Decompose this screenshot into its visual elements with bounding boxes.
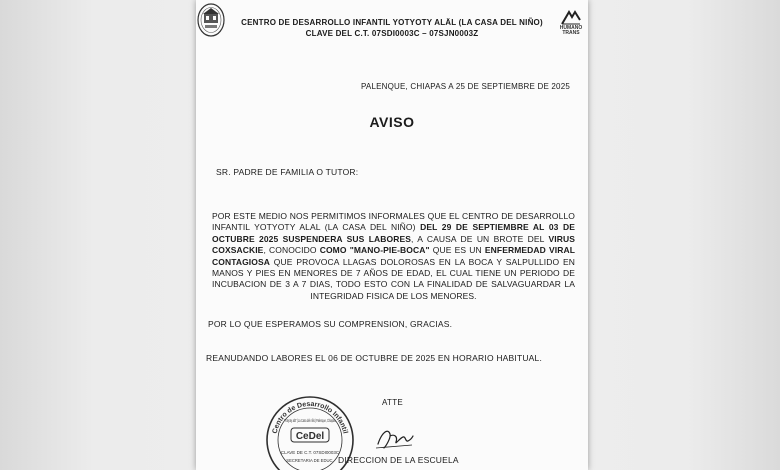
closing-line: POR LO QUE ESPERAMOS SU COMPRENSION, GRACIAS. — [208, 319, 453, 329]
logo-line2: TRANS — [562, 30, 580, 36]
body-text-3: , CONOCIDO — [263, 245, 320, 256]
school-logo-icon — [196, 2, 226, 38]
humano-trans-logo — [558, 8, 584, 48]
logo-line1: HUMANO — [559, 25, 583, 31]
body-text-1: POR ESTE MEDIO NOS PERMITIMOS INFORMALES QUE EL CENTRO DE DESARROLLO INFANTIL YOTYOTY ALAL (LA CASA DEL NIÑO) — [212, 211, 575, 233]
resume-date-line: REANUDANDO LABORES EL 06 DE OCTUBRE DE 2025 EN HORARIO HABITUAL. — [206, 353, 543, 363]
humano-trans-logo-icon — [558, 8, 584, 26]
stamp-bottom-text: CLAVE DE C.T. 07SDI0003C — [280, 450, 340, 455]
school-header — [236, 17, 548, 39]
notice-date: PALENQUE, CHIAPAS A 25 DE SEPTIEMBRE DE 2025 — [360, 82, 570, 91]
stamp-inner-text: "Yotyoty alä" (La Casa del niño) Palenque, Chiapas. — [284, 418, 336, 423]
notice-title: AVISO — [369, 114, 415, 130]
school-direction-label: DIRECCION DE LA ESCUELA — [338, 455, 459, 465]
stamp-ring-text: Centro de Desarrollo Infantil — [271, 400, 349, 435]
stamp-logo-text: CeDel — [295, 431, 325, 442]
notice-body — [212, 211, 575, 302]
header-school-code: CLAVE DEL C.T. 07SDI0003C – 07SJN0003Z — [305, 29, 479, 38]
stamp-bottom-text-2: SECRETARIA DE EDUC. — [286, 458, 334, 463]
body-virus-name: VIRUS COXSACKIE — [212, 233, 575, 256]
greeting: SR. PADRE DE FAMILIA O TUTOR: — [216, 167, 359, 177]
body-text-2: , A CAUSA DE UN BROTE DEL — [411, 233, 549, 244]
body-suspension-dates: DEL 29 DE SEPTIEMBRE AL 03 DE OCTUBRE 2025 SUSPENDERA SUS LABORES — [212, 222, 576, 244]
body-disease-type: ENFERMEDAD VIRAL CONTAGIOSA — [212, 245, 575, 267]
body-text-4: QUE ES UN — [429, 245, 485, 256]
header-school-name: CENTRO DE DESARROLLO INFANTIL YOTYOTY ALÄL (LA CASA DEL NIÑO) — [241, 18, 543, 27]
notice-document — [196, 0, 588, 470]
signature-icon — [372, 424, 416, 452]
atte-label: ATTE — [382, 398, 404, 407]
body-text-5: QUE PROVOCA LLAGAS DOLOROSAS EN LA BOCA Y SALPULLIDO EN MANOS Y PIES EN MENORES DE 7 AÑOS DE EDAD, EL CUAL TIENE UN PERIODO DE INCUBACION DE 3 A 7 DIAS, TODO ESTO CON LA FINALIDAD DE SALVAGUARDAR LA INTEGRIDAD FISICA DE LOS MENORES. — [212, 256, 575, 301]
body-common-name: COMO "MANO-PIE-BOCA" — [319, 245, 430, 256]
